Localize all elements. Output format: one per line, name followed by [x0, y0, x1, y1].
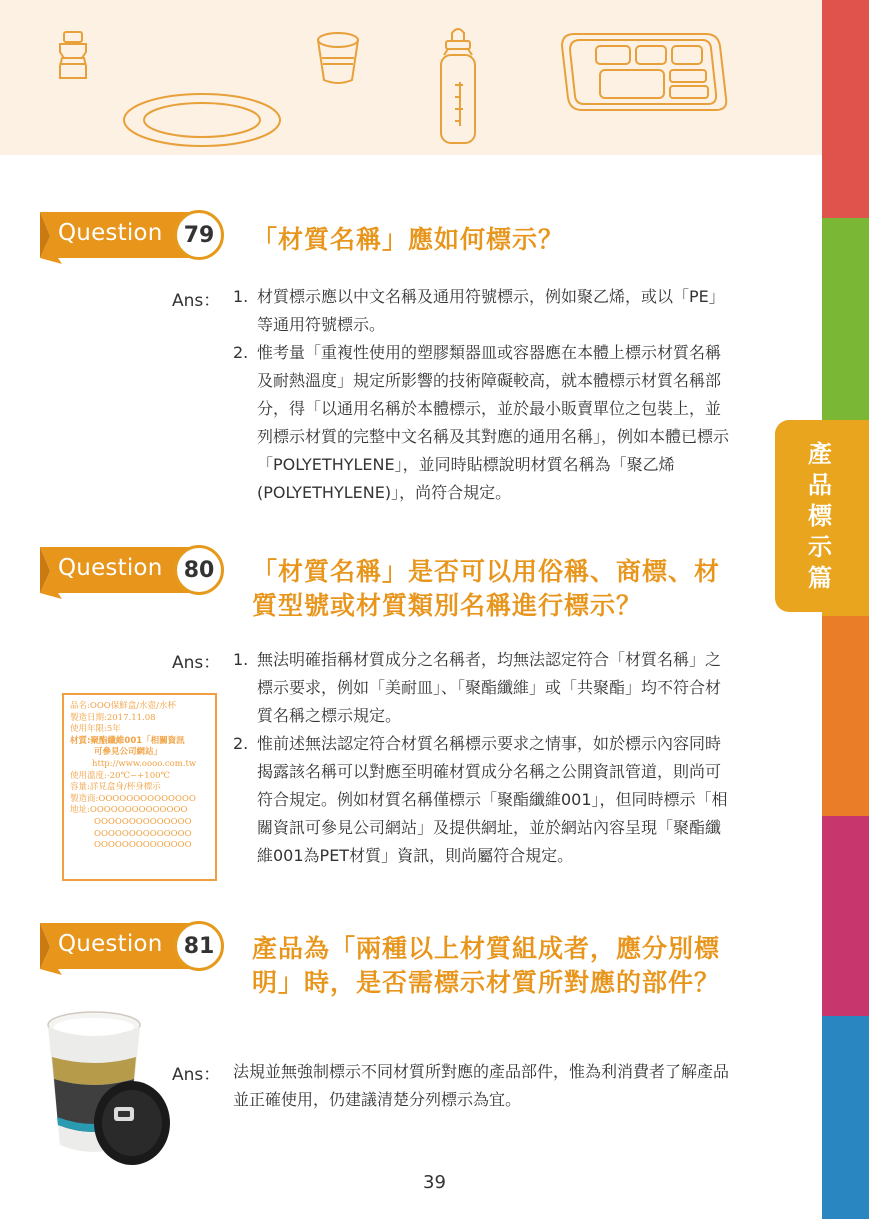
label-line: 品名:OOO保鮮盒/水壺/水杯 — [70, 701, 176, 711]
section-tab[interactable] — [775, 420, 869, 612]
label-line: http://www.oooo.com.tw — [92, 758, 197, 769]
answer-item-text: 惟前述無法認定符合材質名稱標示要求之情事，如於標示內容同時揭露該名稱可以對應至明確材質成分名稱之公開資訊管道，則尚可符合規定。例如材質名稱僅標示「聚酯纖維001」，但同時標示「相關資訊可參見公司網站」及提供網址，並於網站內容呈現「聚酯纖維001為PET材質」資訊，則尚屬符合規定。 — [257, 734, 728, 865]
compartment-tray-icon — [562, 34, 726, 110]
answer-label: Ans： — [172, 653, 221, 673]
question-title: 產品為「兩種以上材質組成者，應分別標明」時，是否需標示材質所對應的部件？ — [252, 934, 721, 997]
question-label: Question — [58, 220, 163, 246]
label-line: 製造商:OOOOOOOOOOOOOO — [70, 793, 196, 804]
top-banner — [0, 0, 822, 155]
label-line: OOOOOOOOOOOOOO — [94, 828, 192, 839]
answer-item-number: 1. — [233, 287, 249, 306]
question-label: Question — [58, 931, 163, 957]
baby-bottle-icon — [441, 29, 475, 143]
label-line: OOOOOOOOOOOOOO — [94, 816, 192, 827]
label-line: 容量:詳見盒身/杯身標示 — [70, 782, 161, 793]
question-badge — [32, 541, 228, 603]
section-tab-label: 產品標示篇 — [808, 439, 832, 592]
question-number: 81 — [183, 933, 215, 959]
answer-label: Ans： — [172, 1065, 221, 1085]
answer-item — [233, 339, 733, 507]
label-line: 製造日期:2017.11.08 — [70, 712, 156, 723]
answer-item-number: 2. — [233, 343, 249, 362]
label-line: OOOOOOOOOOOOOO — [94, 840, 192, 851]
answer-list — [233, 646, 733, 870]
answer-text: 法規並無強制標示不同材質所對應的產品部件，惟為利消費者了解產品並正確使用，仍建議清楚分列標示為宜。 — [233, 1062, 730, 1109]
answer-item-number: 1. — [233, 650, 249, 669]
sample-product-label — [62, 693, 217, 881]
answer-label: Ans： — [172, 291, 221, 311]
answer-item-text: 惟考量「重複性使用的塑膠類器皿或容器應在本體上標示材質名稱及耐熱溫度」規定所影響的技術障礙較高，就本體標示材質名稱部分，得「以通用名稱於本體標示，並於最小販賣單位之包裝上，並列標示材質的完整中文名稱及其對應的通用名稱」，例如本體已標示「POLYETHYLENE」，並同時貼標說明材質名稱為「聚乙烯(POLYETHYLENE)」，尚符合規定。 — [257, 343, 730, 502]
yogurt-bottle-icon — [60, 32, 86, 78]
cup-icon — [318, 33, 358, 83]
question-title: 「材質名稱」是否可以用俗稱、商標、材質型號或材質類別名稱進行標示？ — [252, 557, 721, 620]
answer-item-number: 2. — [233, 734, 249, 753]
label-line: 使用溫度:-20℃~+100℃ — [70, 770, 171, 781]
question-number-circle — [174, 921, 224, 971]
label-line: 使用年限:5年 — [70, 724, 121, 735]
sidebar-stripe-orange — [822, 616, 869, 816]
question-number-circle — [174, 545, 224, 595]
label-line: 材質:聚酯纖維001「相關資訊 — [70, 735, 185, 746]
question-badge — [32, 917, 228, 979]
question-number: 80 — [183, 557, 215, 583]
sidebar-stripe-magenta — [822, 816, 869, 1016]
coffee-cup-image — [42, 1005, 172, 1170]
question-label: Question — [58, 555, 163, 581]
question-title: 「材質名稱」應如何標示？ — [252, 225, 565, 254]
answer-item-text: 無法明確指稱材質成分之名稱者，均無法認定符合「材質名稱」之標示要求，例如「美耐皿」、「聚酯纖維」或「共聚酯」均不符合材質名稱之標示規定。 — [257, 650, 722, 725]
question-number-circle — [174, 210, 224, 260]
page-number: 39 — [423, 1172, 446, 1193]
question-number: 79 — [183, 222, 215, 248]
label-line: 地址:OOOOOOOOOOOOOO — [70, 805, 188, 816]
question-badge — [32, 206, 228, 268]
answer-item — [233, 283, 733, 339]
plate-icon — [124, 94, 280, 146]
sidebar-stripe-red — [822, 0, 869, 218]
label-line: 可參見公司網站」 — [94, 747, 163, 758]
answer-item-text: 材質標示應以中文名稱及通用符號標示，例如聚乙烯，或以「PE」等通用符號標示。 — [257, 287, 725, 334]
answer-item — [233, 646, 733, 730]
sidebar-stripe-green — [822, 218, 869, 420]
answer-list — [233, 283, 733, 507]
answer-item — [233, 730, 733, 870]
